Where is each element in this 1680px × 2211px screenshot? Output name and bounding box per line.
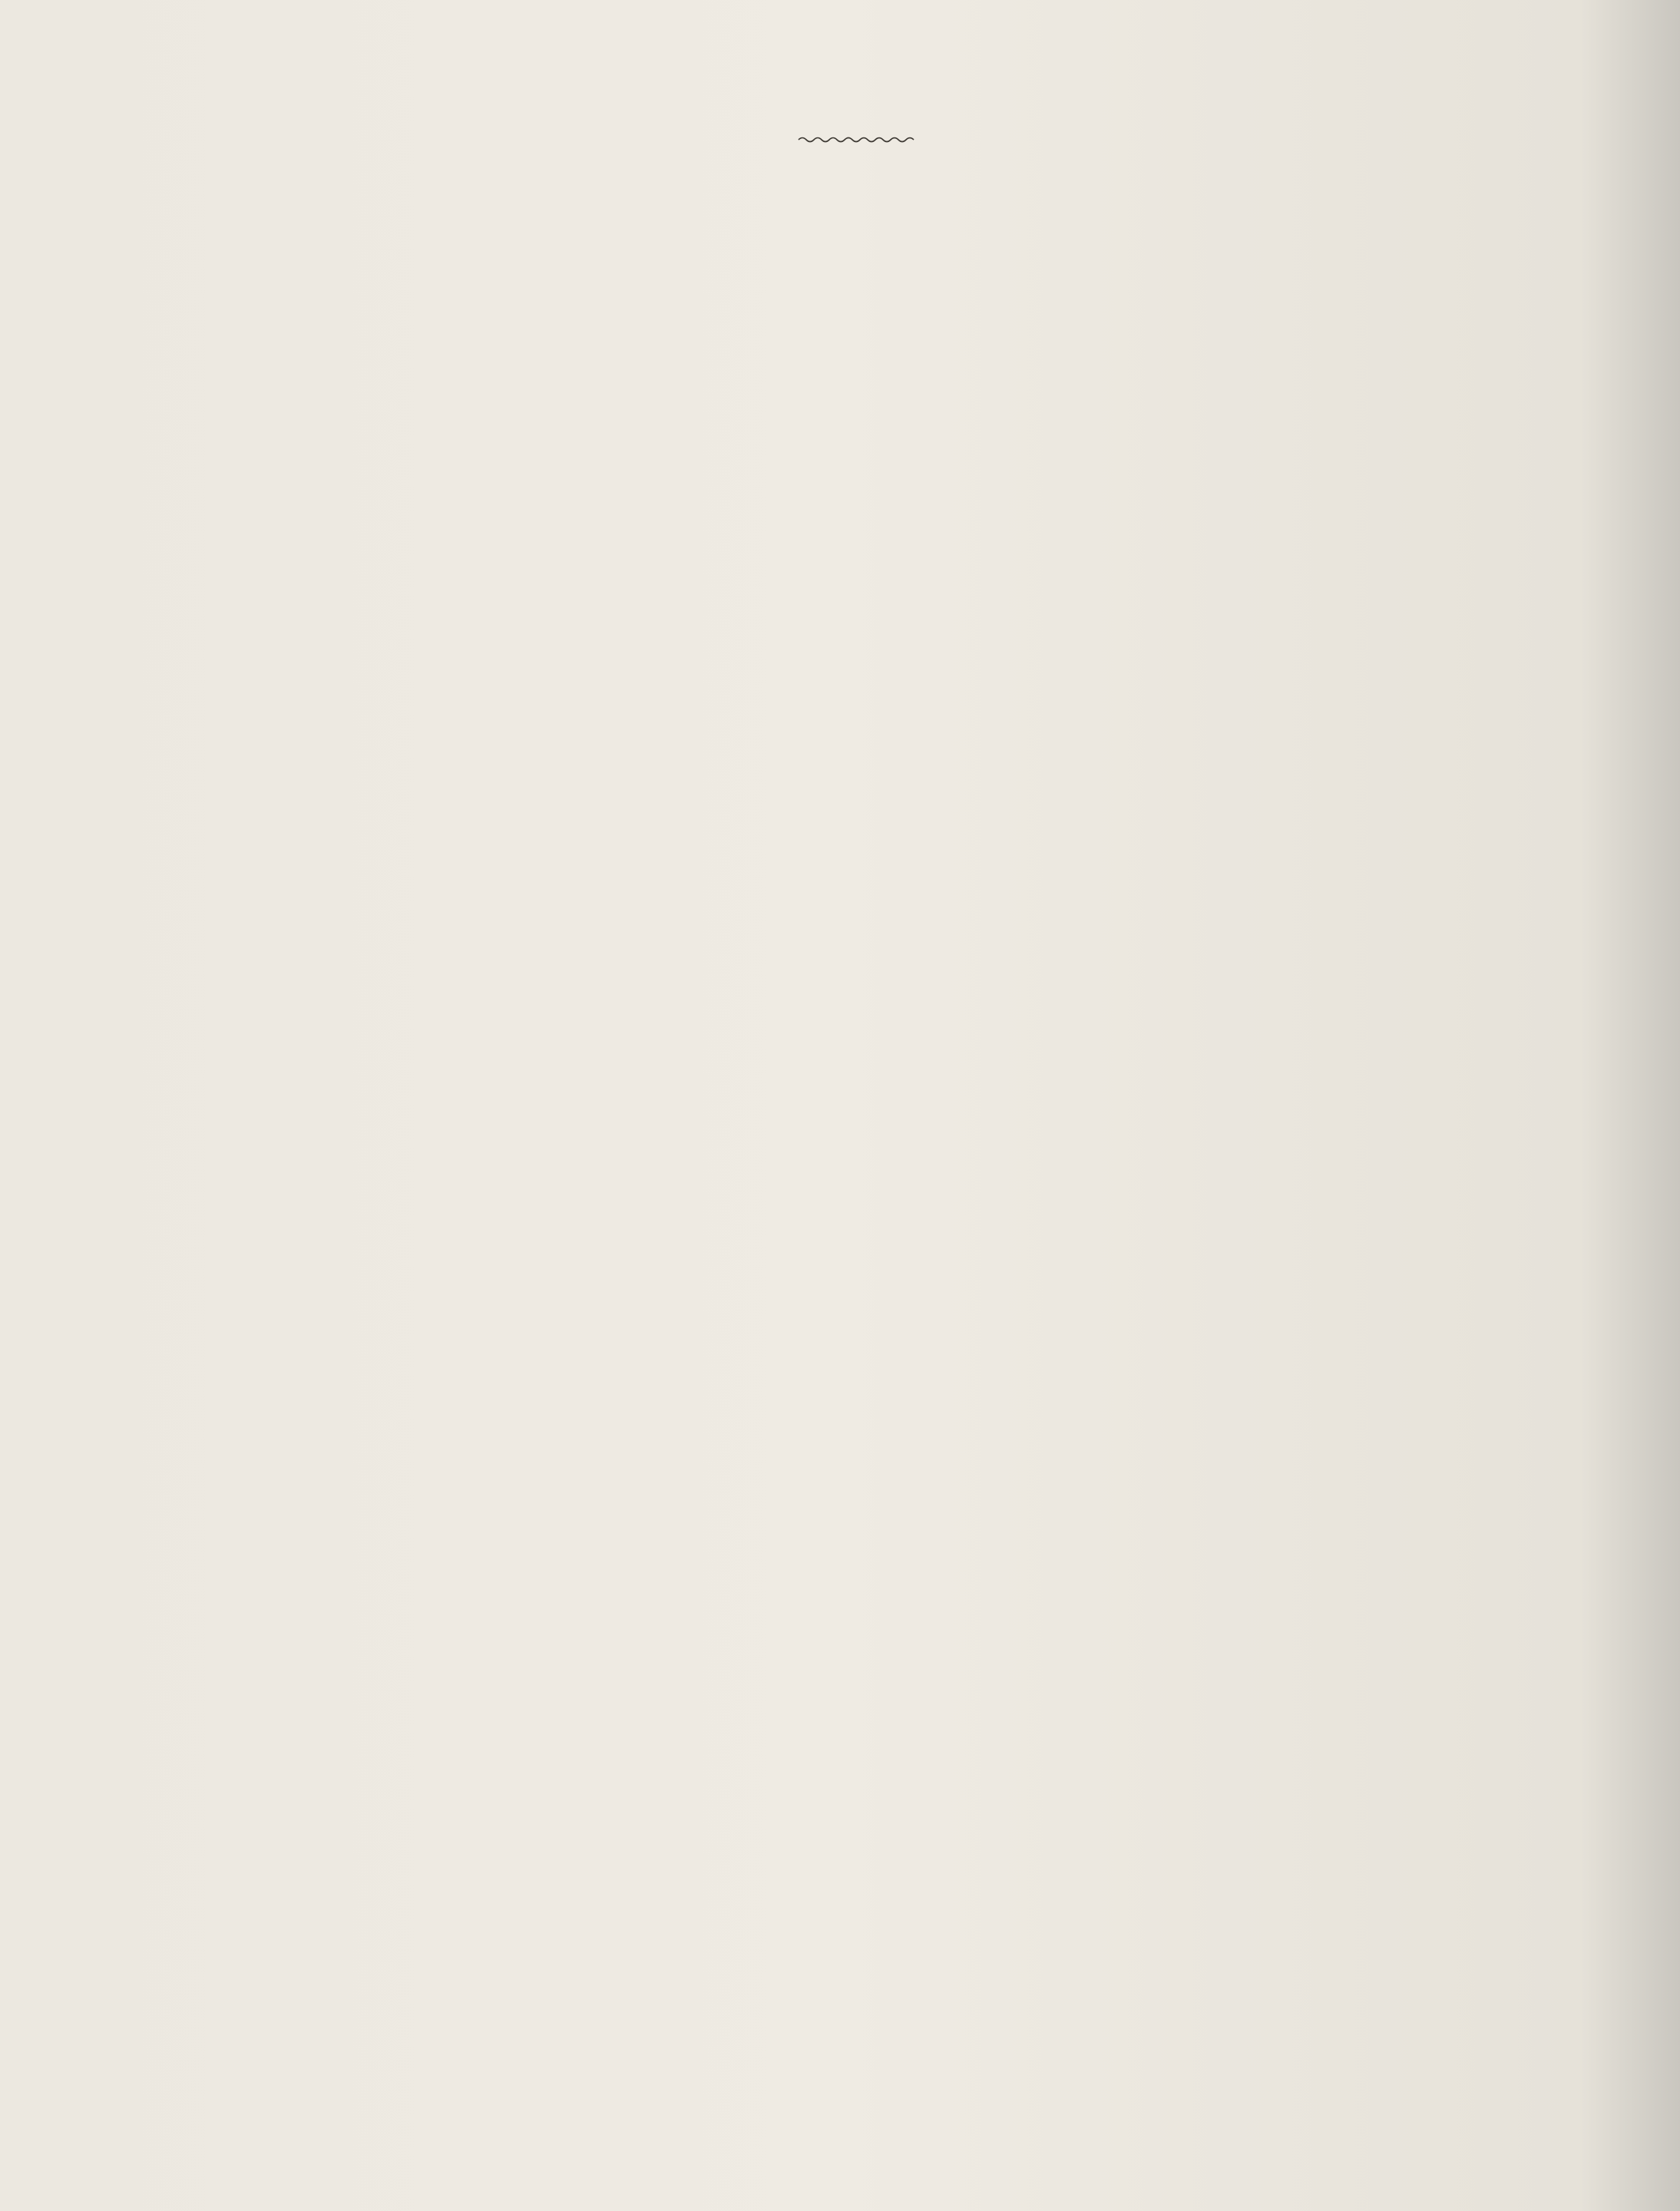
page-content [166,134,1553,312]
ornament-rule-icon [797,134,920,145]
